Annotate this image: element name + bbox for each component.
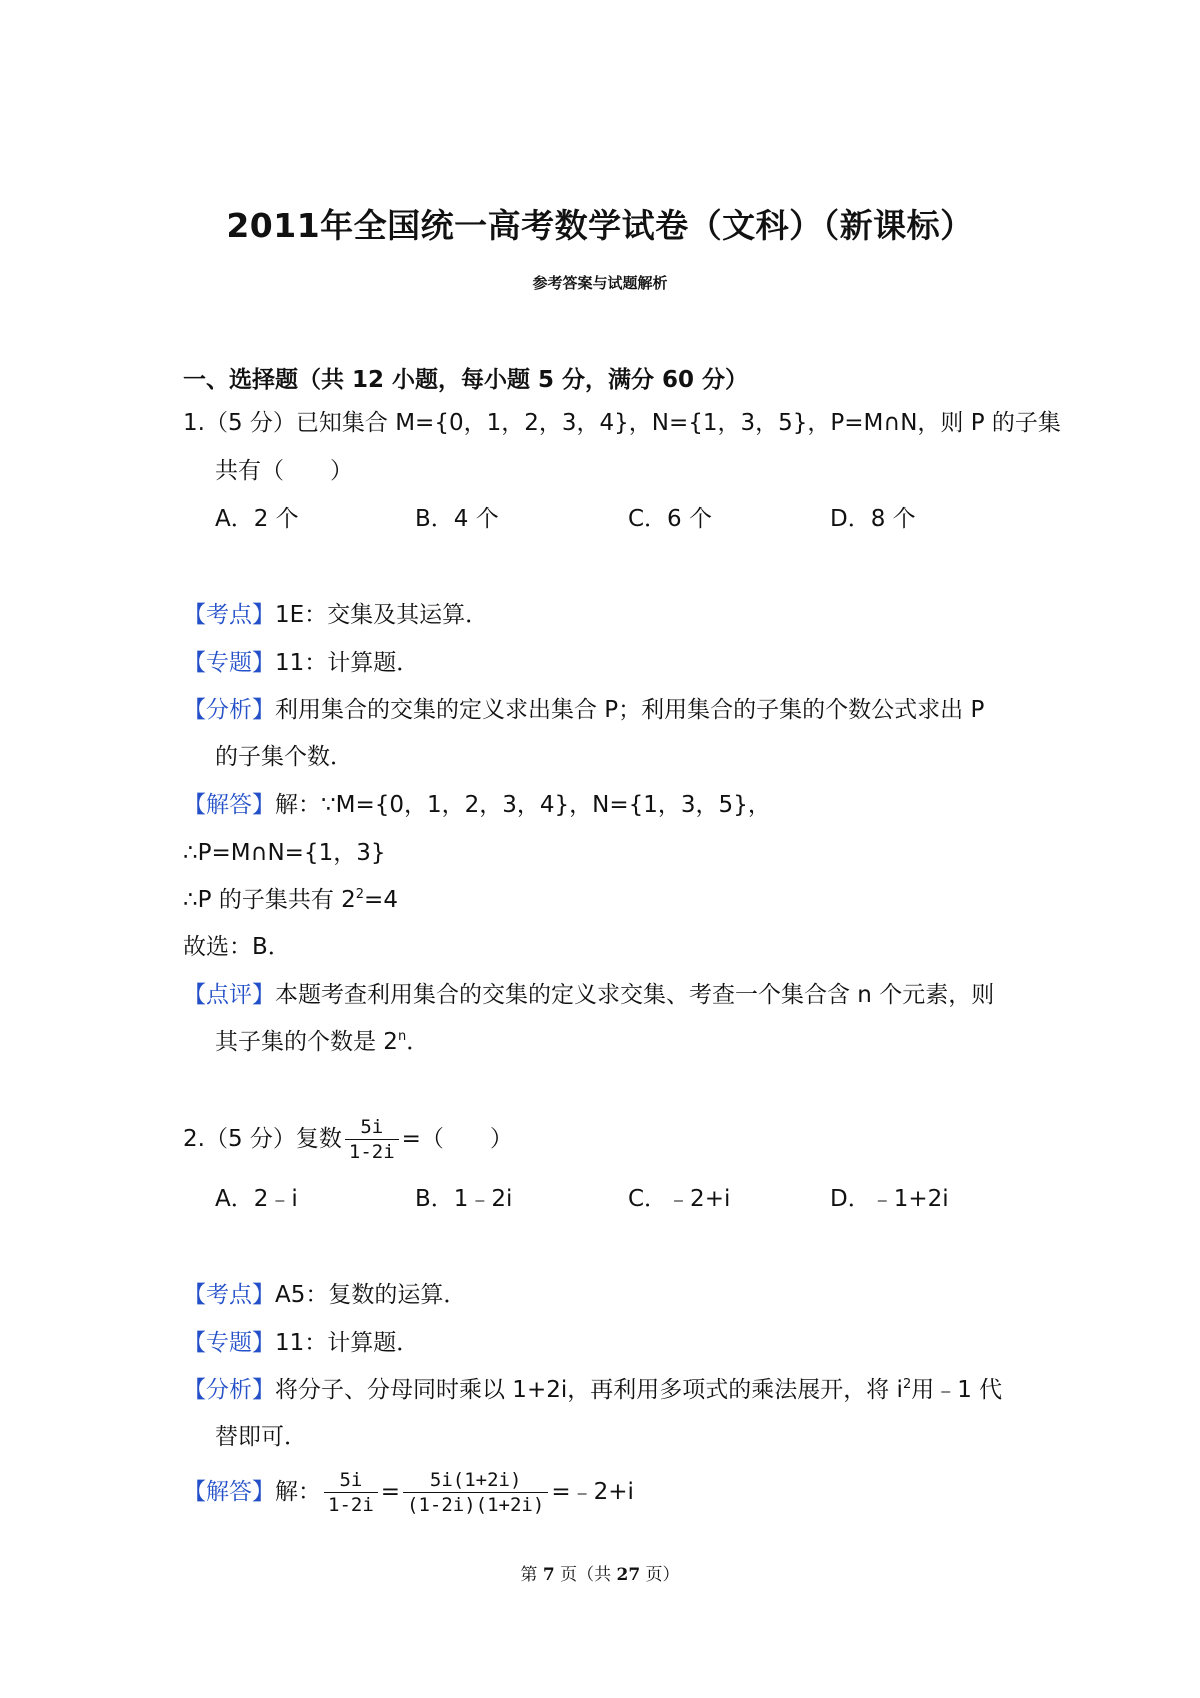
footer-pre: 第: [520, 1565, 543, 1585]
q2-fenxi-tag: 【分析】: [183, 1377, 275, 1403]
q2-kaodian-tag: 【考点】: [183, 1282, 275, 1308]
q2-jieda-pre: 解：: [275, 1479, 321, 1505]
q2-fenxi-sup: 2: [902, 1377, 912, 1392]
q1-option-a: A．2 个: [215, 506, 299, 532]
q1-zhuanti-text: 11：计算题．: [275, 650, 420, 676]
q2-jieda-frac1-num: 5i: [324, 1468, 378, 1493]
q2-jieda-frac1-den: 1-2i: [328, 1494, 374, 1516]
q1-dianping-line2-pre: 其子集的个数是 2: [215, 1029, 398, 1055]
q2-zhuanti: [183, 1328, 419, 1358]
q2-fenxi-post: 用﹣1 代: [911, 1377, 1003, 1403]
q1-dianping-line2-sup: n: [397, 1029, 407, 1044]
q2-jieda-post: =﹣2+i: [551, 1479, 634, 1505]
q1-fenxi: [183, 695, 984, 725]
q2-jieda-frac2-den: (1-2i)(1+2i): [407, 1494, 545, 1516]
q1-option-b: B．4 个: [415, 506, 499, 532]
q1-kaodian-text: 1E：交集及其运算．: [275, 602, 489, 628]
q2-option-b: B．1﹣2i: [415, 1186, 513, 1212]
q2-option-c: C．﹣2+i: [628, 1186, 731, 1212]
q2-option-a: A．2﹣i: [215, 1186, 298, 1212]
page-title: 2011年全国统一高考数学试卷（文科）（新课标）: [226, 206, 974, 245]
q2-stem-frac-den: 1-2i: [348, 1141, 395, 1163]
q2-jieda-fraction-1: [324, 1468, 378, 1517]
section-heading: 一、选择题（共 12 小题，每小题 5 分，满分 60 分）: [183, 367, 749, 393]
q2-fenxi: [183, 1375, 1002, 1405]
q1-fenxi-text: 利用集合的交集的定义求出集合 P；利用集合的子集的个数公式求出 P: [275, 697, 985, 723]
q2-option-d: D．﹣1+2i: [830, 1186, 949, 1212]
q1-dianping-line2-post: ．: [406, 1029, 430, 1055]
q1-stem-line2: 共有（ ）: [215, 458, 353, 484]
q1-jieda-line3-post: =4: [364, 887, 398, 913]
q1-dianping-line2: [215, 1027, 429, 1057]
q2-fenxi-pre: 将分子、分母同时乘以 1+2i，再利用多项式的乘法展开，将 i: [275, 1377, 903, 1403]
page-subtitle: 参考答案与试题解析: [532, 274, 668, 292]
q1-jieda-line3: [183, 885, 398, 915]
q2-stem-post: =（ ）: [401, 1126, 513, 1152]
q1-kaodian: [183, 600, 488, 630]
q2-stem-fraction: [345, 1115, 399, 1164]
q1-jieda-text: 解：∵M={0，1，2，3，4}，N={1，3，5}，: [275, 792, 771, 818]
q1-option-d: D．8 个: [830, 506, 916, 532]
q2-stem-pre: 2.（5 分）复数: [183, 1126, 342, 1152]
q2-zhuanti-tag: 【专题】: [183, 1330, 275, 1356]
page-number: 7: [542, 1565, 555, 1585]
q2-kaodian: [183, 1280, 466, 1310]
q2-zhuanti-text: 11：计算题．: [275, 1330, 420, 1356]
q1-fenxi-line2: 的子集个数．: [215, 744, 353, 770]
q1-jieda-tag: 【解答】: [183, 792, 275, 818]
q2-stem-frac-num: 5i: [345, 1115, 399, 1140]
q2-stem: [183, 1115, 513, 1164]
q1-dianping-tag: 【点评】: [183, 982, 275, 1008]
q1-kaodian-tag: 【考点】: [183, 602, 275, 628]
q1-zhuanti: [183, 648, 419, 678]
q1-zhuanti-tag: 【专题】: [183, 650, 275, 676]
page-footer: [0, 1560, 1200, 1585]
q1-option-c: C．6 个: [628, 506, 713, 532]
q1-jieda-line3-sup: 2: [355, 887, 365, 902]
q2-jieda-fraction-2: [403, 1468, 548, 1517]
q1-dianping-text: 本题考查利用集合的交集的定义求交集、考查一个集合含 n 个元素，则: [275, 982, 995, 1008]
q2-fenxi-line2: 替即可．: [215, 1424, 307, 1450]
q1-dianping: [183, 980, 994, 1010]
footer-post: 页）: [640, 1565, 680, 1585]
q1-jieda: [183, 790, 771, 820]
q2-jieda-frac2-num: 5i(1+2i): [403, 1468, 548, 1493]
q2-jieda-equals: =: [380, 1479, 401, 1505]
q1-fenxi-tag: 【分析】: [183, 697, 275, 723]
footer-mid: 页（共: [554, 1565, 617, 1585]
page-total: 27: [616, 1565, 641, 1585]
q1-stem-line1: 1.（5 分）已知集合 M={0，1，2，3，4}，N={1，3，5}，P=M∩N，则 P 的子集: [183, 410, 1061, 436]
q1-jieda-line3-pre: ∴P 的子集共有 2: [183, 887, 356, 913]
q1-answer: 故选：B．: [183, 934, 291, 960]
q2-kaodian-text: A5：复数的运算．: [275, 1282, 467, 1308]
q1-jieda-line2: ∴P=M∩N={1，3}: [183, 840, 386, 866]
q2-jieda: [183, 1468, 634, 1517]
q2-jieda-tag: 【解答】: [183, 1479, 275, 1505]
